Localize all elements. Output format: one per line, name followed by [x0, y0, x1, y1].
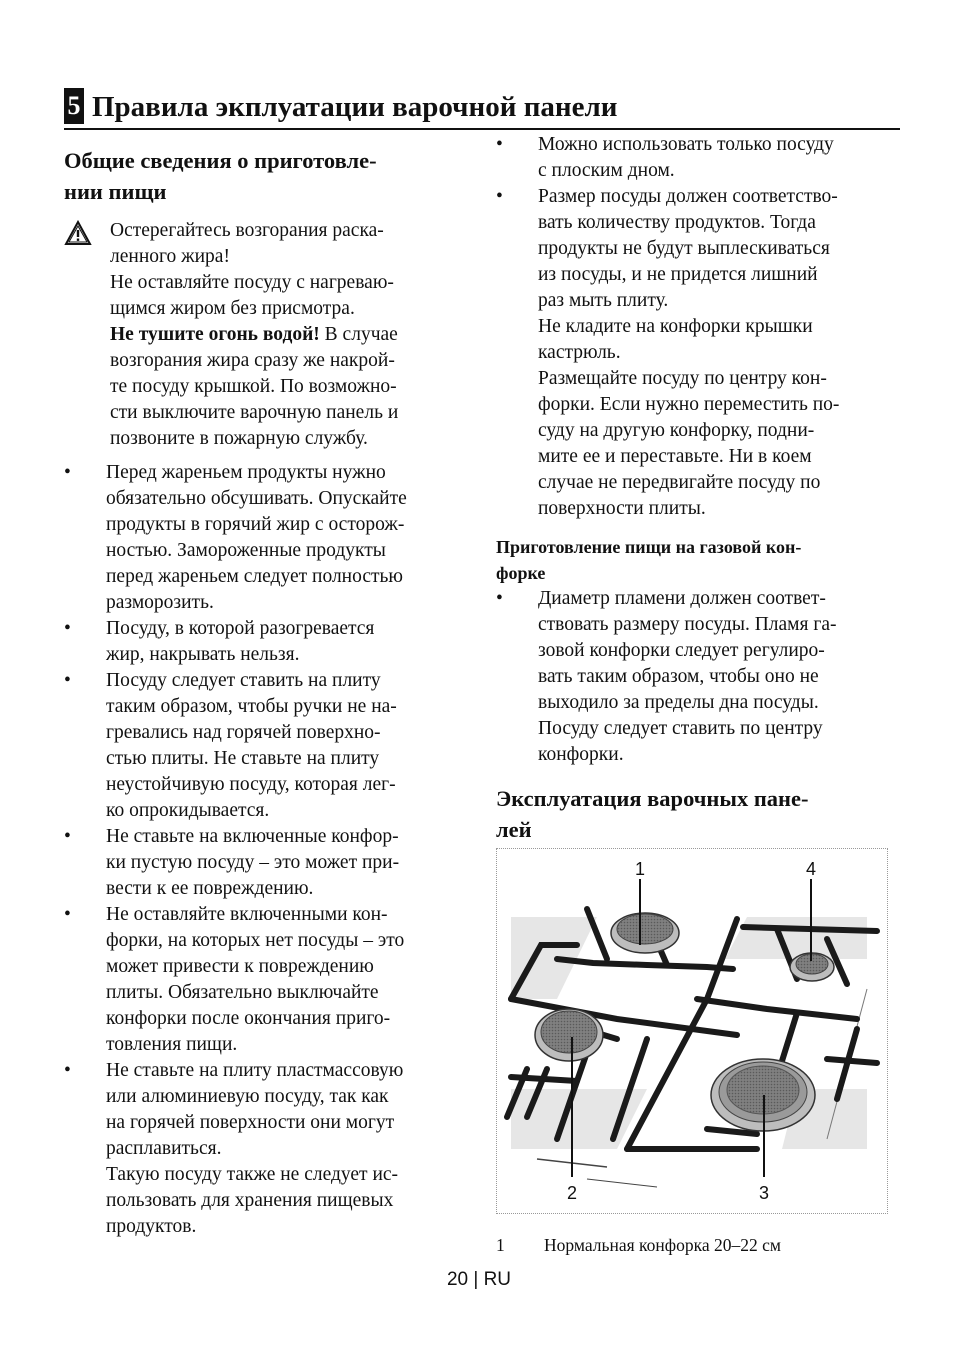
- list-item: [64, 460, 484, 616]
- figure-caption: [496, 1232, 781, 1258]
- heading-line: Приготовление пищи на газовой кон-: [496, 537, 802, 557]
- list-line: гревались над горячей поверхно-: [106, 722, 381, 743]
- list-line: продукты не будут выплескиваться: [538, 238, 830, 259]
- list-line: суду на другую конфорку, подни-: [538, 420, 815, 441]
- list-line: пользовать для хранения пищевых: [106, 1190, 394, 1211]
- heading-line: нии пищи: [64, 179, 167, 204]
- callout-label-1: 1: [634, 859, 646, 879]
- list-line: или алюминиевую посуду, так как: [106, 1086, 389, 1107]
- callout-label-4: 4: [805, 859, 817, 879]
- caption-number: 1: [496, 1235, 505, 1255]
- list-line: ностью. Замороженные продукты: [106, 540, 386, 561]
- list-line: разморозить.: [106, 592, 214, 613]
- bullet-icon: •: [496, 588, 503, 609]
- list-item: [64, 616, 484, 668]
- list-line: вать количеству продуктов. Тогда: [538, 212, 816, 233]
- section-rule: [64, 128, 900, 130]
- hob-figure: [496, 848, 888, 1214]
- list-line: Посуду следует ставить на плиту: [106, 670, 381, 691]
- list-line: ки пустую посуду – это может при-: [106, 852, 400, 873]
- general-heading: [64, 145, 484, 207]
- callout-label-2: 2: [566, 1183, 578, 1203]
- bullet-icon: •: [496, 134, 503, 155]
- burner-2: [535, 1009, 603, 1061]
- list-line: Диаметр пламени должен соответ-: [538, 588, 826, 609]
- bullet-icon: •: [64, 1060, 71, 1081]
- callout-label-3: 3: [758, 1183, 770, 1203]
- list-line: продукты в горячий жир с осторож-: [106, 514, 405, 535]
- warning-line: сти выключите варочную панель и: [110, 402, 399, 423]
- bullet-icon: •: [64, 462, 71, 483]
- list-line: форки, на которых нет посуды – это: [106, 930, 405, 951]
- page-number: 20 | RU: [446, 1269, 512, 1290]
- list-line: выходило за пределы дна посуды.: [538, 692, 819, 713]
- list-line: Посуду следует ставить по центру: [538, 718, 823, 739]
- list-line: ствовать размеру посуды. Пламя га-: [538, 614, 837, 635]
- heading-line: лей: [496, 817, 532, 842]
- heading-line: Общие сведения о приготовле-: [64, 148, 377, 173]
- warning-line: [110, 322, 480, 348]
- list-line: Не ставьте на плиту пластмассовую: [106, 1060, 404, 1081]
- warning-line: ленного жира!: [110, 246, 230, 267]
- list-line: перед жареньем следует полностью: [106, 566, 403, 587]
- list-line: из посуды, и не придется лишний: [538, 264, 818, 285]
- warning-triangle-icon: [64, 220, 92, 246]
- list-line: Перед жареньем продукты нужно: [106, 462, 386, 483]
- list-line: зовой конфорки следует регулиро-: [538, 640, 825, 661]
- list-line: поверхности плиты.: [538, 498, 706, 519]
- list-line: раз мыть плиту.: [538, 290, 669, 311]
- list-line: товления пищи.: [106, 1034, 238, 1055]
- list-line: Не оставляйте включенными кон-: [106, 904, 388, 925]
- list-line: Размер посуды должен соответство-: [538, 186, 838, 207]
- warning-line: Не оставляйте посуду с нагреваю-: [110, 272, 394, 293]
- warning-line-tail: В случае: [319, 324, 398, 345]
- list-line: может привести к повреждению: [106, 956, 374, 977]
- warning-bold-lead: Не тушите огонь водой!: [110, 324, 320, 345]
- right-bullet-list: [496, 132, 896, 522]
- list-line: расплавиться.: [106, 1138, 222, 1159]
- gas-bullet-list: [496, 586, 896, 768]
- warning-line: возгорания жира сразу же накрой-: [110, 350, 395, 371]
- warning-line: те посуду крышкой. По возможно-: [110, 376, 397, 397]
- list-line: Размещайте посуду по центру кон-: [538, 368, 827, 389]
- heading-line: форке: [496, 563, 546, 583]
- list-item: [64, 902, 484, 1058]
- list-line: форки. Если нужно переместить по-: [538, 394, 840, 415]
- list-line: случае не передвигайте посуду по: [538, 472, 821, 493]
- list-line: продуктов.: [106, 1216, 197, 1237]
- list-line: стью плиты. Не ставьте на плиту: [106, 748, 380, 769]
- list-line: Посуду, в которой разогревается: [106, 618, 375, 639]
- list-item: [496, 184, 896, 522]
- warning-text: [110, 218, 480, 452]
- list-line: плиты. Обязательно выключайте: [106, 982, 379, 1003]
- section-number: 5: [64, 88, 84, 124]
- list-line: Не ставьте на включенные конфор-: [106, 826, 399, 847]
- list-line: мите ее и переставьте. Ни в коем: [538, 446, 812, 467]
- list-line: Не кладите на конфорки крышки: [538, 316, 813, 337]
- list-line: вать таким образом, чтобы оно не: [538, 666, 819, 687]
- list-line: обязательно обсушивать. Опускайте: [106, 488, 407, 509]
- list-line: жир, накрывать нельзя.: [106, 644, 300, 665]
- bullet-icon: •: [64, 618, 71, 639]
- list-line: с плоским дном.: [538, 160, 675, 181]
- list-line: ко опрокидывается.: [106, 800, 270, 821]
- hob-operation-heading: [496, 783, 896, 845]
- caption-text: Нормальная конфорка 20–22 см: [544, 1235, 781, 1255]
- list-item: [64, 1058, 484, 1240]
- list-item: [64, 668, 484, 824]
- bullet-icon: •: [64, 904, 71, 925]
- list-line: таким образом, чтобы ручки не на-: [106, 696, 397, 717]
- list-item: [64, 824, 484, 902]
- section-title: Правила экплуатации варочной панели: [92, 91, 618, 123]
- warning-line: позвоните в пожарную службу.: [110, 428, 368, 449]
- bullet-icon: •: [64, 826, 71, 847]
- bullet-icon: •: [496, 186, 503, 207]
- gas-cooking-heading: [496, 534, 896, 586]
- list-line: кастрюль.: [538, 342, 621, 363]
- list-item: [496, 132, 896, 184]
- warning-line: щимся жиром без присмотра.: [110, 298, 355, 319]
- hob-illustration: [497, 849, 887, 1213]
- warning-line: Остерегайтесь возгорания раска-: [110, 220, 384, 241]
- burner-1: [611, 913, 679, 953]
- list-line: конфорки.: [538, 744, 624, 765]
- list-line: неустойчивую посуду, которая лег-: [106, 774, 396, 795]
- bullet-icon: •: [64, 670, 71, 691]
- list-line: Можно использовать только посуду: [538, 134, 834, 155]
- heading-line: Эксплуатация варочных пане-: [496, 786, 809, 811]
- list-line: на горячей поверхности они могут: [106, 1112, 395, 1133]
- list-line: Такую посуду также не следует ис-: [106, 1164, 399, 1185]
- list-line: конфорки после окончания приго-: [106, 1008, 391, 1029]
- list-line: вести к ее повреждению.: [106, 878, 314, 899]
- list-item: [496, 586, 896, 768]
- left-bullet-list: [64, 460, 484, 1240]
